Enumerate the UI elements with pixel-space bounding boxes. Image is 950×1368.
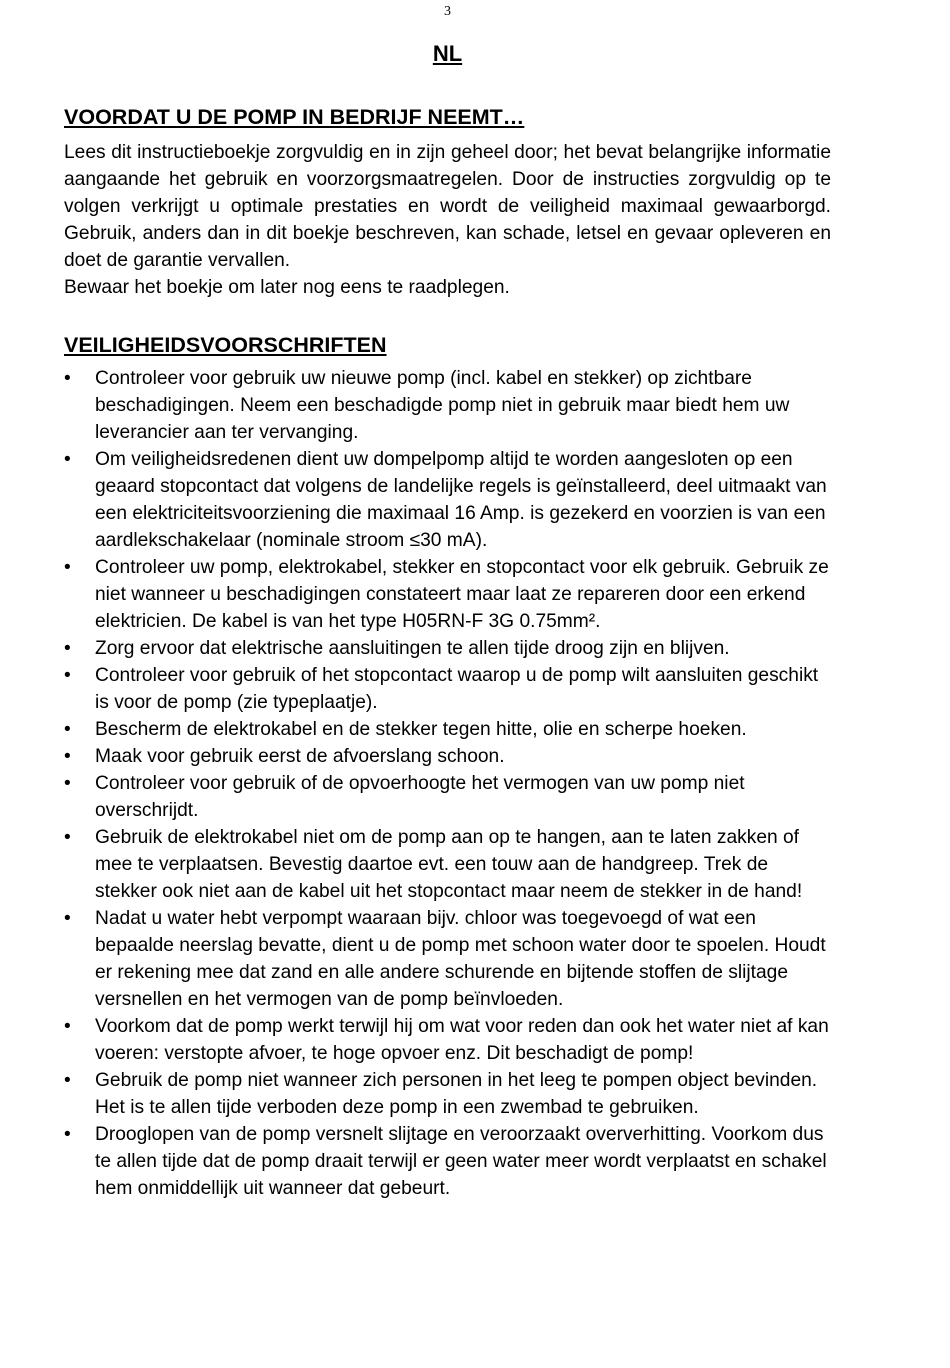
list-item-text: Maak voor gebruik eerst de afvoerslang schoon.	[95, 746, 505, 767]
bullet-icon: •	[64, 557, 71, 578]
safety-list	[64, 365, 831, 1202]
list-item	[64, 716, 831, 743]
bullet-icon: •	[64, 368, 71, 389]
bullet-icon: •	[64, 449, 71, 470]
list-item-text: Controleer uw pomp, elektrokabel, stekker en stopcontact voor elk gebruik. Gebruik ze niet wanneer u beschadigingen constateert maar laat ze repareren door een erkend elektricien. De kabel is van het type H05RN-F 3G 0.75mm².	[95, 557, 829, 632]
list-item-text: Gebruik de elektrokabel niet om de pomp aan op te hangen, aan te laten zakken of mee te verplaatsen. Bevestig daartoe evt. een touw aan de handgreep. Trek de stekker ook niet aan de kabel uit het stopcontact maar neem de stekker in de hand!	[95, 827, 803, 902]
list-item	[64, 635, 831, 662]
list-item	[64, 905, 831, 1013]
list-item	[64, 1067, 831, 1121]
intro-heading: VOORDAT U DE POMP IN BEDRIJF NEEMT…	[64, 105, 525, 129]
bullet-icon: •	[64, 1070, 71, 1091]
list-item-text: Controleer voor gebruik uw nieuwe pomp (incl. kabel en stekker) op zichtbare beschadigingen. Neem een beschadigde pomp niet in gebruik maar biedt hem uw leverancier aan ter vervanging.	[95, 368, 790, 443]
list-item	[64, 770, 831, 824]
list-item-text: Bescherm de elektrokabel en de stekker tegen hitte, olie en scherpe hoeken.	[95, 719, 747, 740]
document-body	[64, 100, 831, 1202]
list-item	[64, 446, 831, 554]
list-item	[64, 1013, 831, 1067]
bullet-icon: •	[64, 665, 71, 686]
bullet-icon: •	[64, 1124, 71, 1145]
list-item-text: Drooglopen van de pomp versnelt slijtage en veroorzaakt oververhitting. Voorkom dus te allen tijde dat de pomp draait terwijl er geen water meer wordt verplaatst en schakel hem onmiddellijk uit wanneer dat gebeurt.	[95, 1124, 827, 1199]
page-number: 3	[444, 4, 451, 19]
bullet-icon: •	[64, 827, 71, 848]
bullet-icon: •	[64, 719, 71, 740]
list-item	[64, 824, 831, 905]
list-item-text: Gebruik de pomp niet wanneer zich personen in het leeg te pompen object bevinden. Het is te allen tijde verboden deze pomp in een zwembad te gebruiken.	[95, 1070, 818, 1118]
intro-note: Bewaar het boekje om later nog eens te raadplegen.	[64, 277, 510, 298]
safety-heading: VEILIGHEIDSVOORSCHRIFTEN	[64, 333, 387, 357]
intro-section	[64, 139, 831, 301]
list-item-text: Controleer voor gebruik of het stopcontact waarop u de pomp wilt aansluiten geschikt is voor de pomp (zie typeplaatje).	[95, 665, 819, 713]
list-item-text: Voorkom dat de pomp werkt terwijl hij om wat voor reden dan ook het water niet af kan voeren: verstopte afvoer, te hoge opvoer enz. Dit beschadigt de pomp!	[95, 1016, 829, 1064]
list-item	[64, 1121, 831, 1202]
list-item	[64, 743, 831, 770]
bullet-icon: •	[64, 638, 71, 659]
language-heading: NL	[432, 41, 463, 66]
list-item-text: Controleer voor gebruik of de opvoerhoogte het vermogen van uw pomp niet overschrijdt.	[95, 773, 745, 821]
bullet-icon: •	[64, 773, 71, 794]
bullet-icon: •	[64, 908, 71, 929]
bullet-icon: •	[64, 1016, 71, 1037]
list-item-text: Zorg ervoor dat elektrische aansluitingen te allen tijde droog zijn en blijven.	[95, 638, 730, 659]
list-item	[64, 365, 831, 446]
bullet-icon: •	[64, 746, 71, 767]
intro-paragraph: Lees dit instructieboekje zorgvuldig en in zijn geheel door; het bevat belangrijke informatie aangaande het gebruik en voorzorgsmaatregelen. Door de instructies zorgvuldig op te volgen verkrijgt u optimale prestaties en wordt de veiligheid maximaal gewaarborgd. Gebruik, anders dan in dit boekje beschreven, kan schade, letsel en gevaar opleveren en doet de garantie vervallen.	[64, 142, 831, 271]
list-item	[64, 662, 831, 716]
list-item-text: Om veiligheidsredenen dient uw dompelpomp altijd te worden aangesloten op een geaard stopcontact dat volgens de landelijke regels is geïnstalleerd, deel uitmaakt van een elektriciteitsvoorziening die maximaal 16 Amp. is gezekerd en voorzien is van een aardlekschakelaar (nominale stroom ≤30 mA).	[95, 449, 827, 551]
list-item-text: Nadat u water hebt verpompt waaraan bijv. chloor was toegevoegd of wat een bepaalde neerslag bevatte, dient u de pomp met schoon water door te spoelen. Houdt er rekening mee dat zand en alle andere schurende en bijtende stoffen de slijtage versnellen en het vermogen van de pomp beïnvloeden.	[95, 908, 826, 1010]
list-item	[64, 554, 831, 635]
